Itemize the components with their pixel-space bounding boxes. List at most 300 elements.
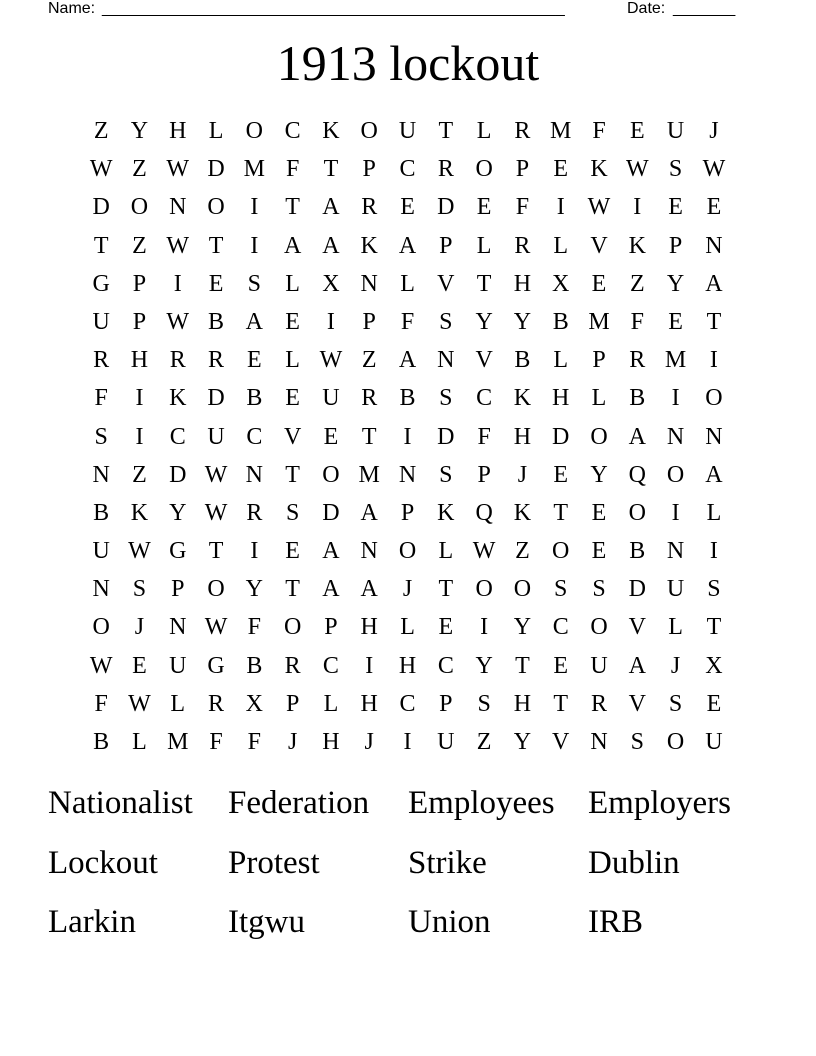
grid-letter: R [591,690,608,717]
grid-letter: T [706,614,722,641]
grid-letter: H [552,385,570,412]
grid-letter: O [398,538,417,565]
grid-letter: C [246,423,263,450]
grid-letter: W [702,156,726,183]
grid-letter: A [360,499,378,526]
grid-letter: S [247,270,262,297]
puzzle-title: 1913 lockout [276,35,540,91]
grid-letter: T [706,308,722,335]
grid-letter: M [358,461,380,488]
grid-letter: E [668,194,683,221]
grid-letter: B [208,308,225,335]
grid-letter: O [322,461,340,488]
grid-letter: Y [513,729,532,755]
grid-letter: L [400,270,415,297]
grid-letter: S [707,576,721,603]
grid-letter: H [513,690,532,717]
grid-letter: R [437,156,454,183]
word-list-item: Federation [228,785,370,821]
grid-letter: K [360,232,378,259]
grid-letter: Y [169,499,187,526]
grid-letter: D [92,194,110,221]
grid-letter: T [208,538,224,565]
grid-letter: T [553,690,569,717]
grid-letter: U [169,652,187,679]
grid-letter: T [361,423,377,450]
date-blank-line: _______ [673,0,736,17]
grid-letter: O [475,156,493,183]
grid-letter: F [630,308,644,335]
grid-letter: W [319,347,343,374]
grid-letter: K [437,499,455,526]
grid-letter: O [92,614,110,641]
word-list-item: Strike [408,844,487,881]
grid-letter: I [480,614,489,641]
grid-letter: O [552,538,570,565]
grid-letter: B [552,308,569,335]
grid-letter: L [668,614,683,641]
word-list-item: Nationalist [48,785,193,821]
grid-letter: T [285,576,300,603]
grid-letter: J [402,576,413,603]
grid-letter: K [513,385,532,412]
grid-letter: R [284,652,301,679]
grid-letter: P [439,690,453,717]
grid-letter: F [285,156,300,183]
grid-letter: A [360,576,378,603]
grid-letter: K [130,499,149,526]
letter-grid [82,112,733,761]
word-list-item: Larkin [48,904,136,940]
grid-letter: P [439,232,453,259]
grid-letter: O [705,385,723,412]
grid-letter: B [93,729,110,755]
grid-letter: E [591,538,607,565]
grid-letter: Q [475,499,493,526]
grid-letter: W [166,308,190,335]
word-list [48,782,768,961]
grid-letter: E [132,652,147,679]
grid-letter: P [132,270,147,297]
grid-letter: O [590,614,608,641]
grid-letter: L [208,118,224,144]
grid-letter: H [169,118,187,144]
grid-letter: F [515,194,530,221]
name-blank-line: ____________________________________________________ [102,0,565,17]
grid-letter: L [323,690,339,717]
grid-letter: P [515,156,530,183]
grid-letter: P [362,156,376,183]
grid-letter: V [475,347,493,374]
grid-letter: U [666,118,685,144]
grid-letter: L [476,118,492,144]
word-list-item: Dublin [588,844,680,881]
worksheet-header [48,0,748,20]
word-list-item: Protest [228,844,320,881]
grid-letter: K [513,499,532,526]
grid-letter: P [362,308,376,335]
grid-letter: K [590,156,608,183]
grid-letter: T [438,576,454,603]
grid-letter: Z [132,461,147,488]
grid-letter: S [439,308,453,335]
grid-letter: C [322,652,339,679]
grid-letter: L [285,270,300,297]
grid-letter: U [207,423,225,450]
grid-letter: Y [513,614,532,641]
grid-letter: T [285,194,300,221]
grid-letter: Y [130,118,149,144]
grid-letter: X [552,270,570,297]
grid-letter: E [629,118,645,144]
grid-letter: A [322,232,340,259]
grid-letter: R [629,347,646,374]
grid-letter: Y [245,576,263,603]
grid-letter: I [709,538,718,565]
grid-letter: O [513,576,532,603]
grid-letter: N [705,232,723,259]
grid-letter: C [476,385,493,412]
grid-letter: L [170,690,186,717]
grid-letter: H [322,729,340,755]
grid-letter: T [476,270,492,297]
grid-letter: J [670,652,681,679]
grid-letter: B [629,538,646,565]
grid-letter: L [706,499,722,526]
grid-letter: F [477,423,491,450]
grid-letter: E [706,690,722,717]
grid-letter: I [250,232,259,259]
grid-letter: D [437,194,455,221]
grid-letter: G [169,538,187,565]
grid-letter: W [204,499,228,526]
grid-letter: W [625,156,649,183]
grid-letter: Y [666,270,685,297]
grid-letter: H [360,614,378,641]
grid-letter: I [633,194,642,221]
grid-letter: U [322,385,340,412]
grid-letter: G [207,652,225,679]
grid-letter: V [283,423,302,450]
grid-letter: I [671,385,680,412]
grid-letter: N [360,538,378,565]
grid-letter: A [245,308,263,335]
grid-letter: R [93,347,110,374]
grid-letter: V [628,690,646,717]
grid-letter: U [398,118,417,144]
grid-letter: O [130,194,149,221]
grid-letter: E [553,461,569,488]
grid-letter: F [247,729,262,755]
grid-letter: S [439,461,453,488]
grid-letter: F [247,614,262,641]
grid-letter: N [437,347,455,374]
grid-letter: I [403,423,412,450]
grid-letter: R [361,385,378,412]
grid-letter: O [666,729,685,755]
grid-letter: E [591,270,607,297]
word-list-item: Union [408,904,491,940]
grid-letter: K [628,232,646,259]
grid-letter: N [705,423,723,450]
grid-letter: Y [590,461,608,488]
grid-letter: E [323,423,339,450]
grid-letter: T [285,461,300,488]
grid-letter: W [166,156,190,183]
grid-letter: M [243,156,265,183]
grid-letter: Y [475,652,493,679]
grid-letter: N [360,270,378,297]
grid-letter: W [204,461,228,488]
grid-letter: N [666,538,685,565]
grid-letter: J [364,729,374,755]
grid-letter: R [361,194,378,221]
grid-letter: U [437,729,455,755]
grid-letter: S [94,423,108,450]
grid-letter: B [629,385,646,412]
grid-letter: S [668,156,683,183]
grid-letter: F [209,729,223,755]
word-list-item: Employers [588,785,731,821]
grid-letter: L [285,347,300,374]
grid-letter: L [553,232,569,259]
grid-letter: Z [132,232,147,259]
grid-letter: C [437,652,454,679]
grid-letter: V [628,614,646,641]
grid-letter: W [89,652,113,679]
grid-letter: O [283,614,302,641]
grid-letter: E [285,385,300,412]
grid-letter: P [285,690,300,717]
grid-letter: A [322,538,340,565]
grid-letter: K [322,118,340,144]
grid-letter: H [513,423,532,450]
grid-letter: D [552,423,570,450]
grid-letter: V [552,729,570,755]
grid-letter: E [476,194,492,221]
word-list-item: IRB [588,904,644,940]
grid-letter: E [285,308,300,335]
grid-letter: R [208,690,225,717]
grid-letter: T [323,156,339,183]
grid-letter: Z [629,270,645,297]
grid-letter: B [93,499,110,526]
grid-letter: L [591,385,607,412]
grid-letter: N [169,194,187,221]
grid-letter: C [169,423,186,450]
grid-letter: S [592,576,606,603]
grid-letter: E [208,270,224,297]
grid-letter: A [705,270,723,297]
grid-letter: D [169,461,187,488]
grid-letter: C [552,614,569,641]
grid-letter: W [128,690,151,717]
grid-letter: W [166,232,190,259]
grid-letter: R [208,347,225,374]
grid-letter: I [326,308,335,335]
grid-letter: A [283,232,302,259]
grid-letter: P [477,461,491,488]
grid-letter: A [322,194,340,221]
grid-letter: U [590,652,608,679]
grid-letter: R [246,499,263,526]
grid-letter: I [365,652,374,679]
grid-letter: A [398,232,417,259]
grid-letter: P [171,576,185,603]
grid-letter: G [92,270,110,297]
grid-letter: Z [132,156,147,183]
grid-letter: T [438,118,454,144]
grid-letter: O [207,576,225,603]
grid-letter: T [208,232,224,259]
grid-letter: O [475,576,493,603]
grid-letter: U [92,538,110,565]
grid-letter: D [628,576,646,603]
grid-letter: E [438,614,454,641]
grid-letter: N [666,423,685,450]
grid-letter: Y [475,308,493,335]
grid-letter: F [592,118,606,144]
grid-letter: B [246,652,263,679]
grid-letter: J [709,118,719,144]
word-list-item: Lockout [48,844,158,881]
name-label: Name: [48,0,96,17]
grid-letter: I [709,347,718,374]
grid-letter: V [590,232,608,259]
grid-letter: L [476,232,492,259]
grid-letter: N [92,576,110,603]
grid-letter: F [94,690,108,717]
grid-letter: L [132,729,147,755]
grid-letter: I [556,194,565,221]
grid-letter: D [322,499,340,526]
grid-letter: N [169,614,187,641]
grid-letter: F [94,385,108,412]
grid-letter: O [360,118,378,144]
grid-letter: I [250,538,259,565]
grid-letter: H [130,347,149,374]
grid-letter: I [403,729,412,755]
grid-letter: W [204,614,228,641]
grid-letter: A [398,347,417,374]
grid-letter: S [668,690,683,717]
grid-letter: P [592,347,606,374]
grid-letter: H [360,690,378,717]
grid-letter: C [284,118,301,144]
date-label: Date: [627,0,666,17]
grid-letter: N [245,461,263,488]
grid-letter: T [553,499,569,526]
grid-letter: C [399,690,416,717]
grid-letter: L [553,347,569,374]
grid-letter: P [132,308,147,335]
grid-letter: O [628,499,646,526]
grid-letter: W [472,538,496,565]
grid-letter: Z [93,118,109,144]
grid-letter: Y [513,308,532,335]
grid-letter: U [666,576,685,603]
grid-letter: D [207,156,225,183]
grid-letter: K [169,385,187,412]
grid-letter: U [705,729,723,755]
word-list-item: Employees [408,785,555,821]
grid-letter: E [247,347,262,374]
grid-letter: B [399,385,416,412]
grid-letter: D [207,385,225,412]
grid-letter: X [705,652,723,679]
grid-letter: J [134,614,145,641]
grid-letter: R [514,232,531,259]
grid-letter: E [400,194,415,221]
grid-letter: X [245,690,263,717]
grid-letter: W [587,194,611,221]
grid-letter: P [324,614,338,641]
grid-letter: M [550,118,572,144]
grid-letter: I [671,499,680,526]
grid-letter: S [285,499,300,526]
grid-letter: N [398,461,417,488]
grid-letter: E [553,156,569,183]
grid-letter: J [517,461,528,488]
grid-letter: R [514,118,531,144]
grid-letter: A [322,576,340,603]
grid-letter: B [246,385,263,412]
grid-letter: Z [515,538,530,565]
grid-letter: S [477,690,491,717]
grid-letter: Z [361,347,377,374]
grid-letter: O [207,194,225,221]
grid-letter: M [664,347,687,374]
grid-letter: I [135,423,144,450]
grid-letter: A [705,461,723,488]
grid-letter: I [135,385,144,412]
grid-letter: B [514,347,531,374]
grid-letter: Q [628,461,646,488]
grid-letter: E [706,194,722,221]
grid-letter: L [400,614,415,641]
grid-letter: W [89,156,113,183]
grid-letter: W [128,538,151,565]
word-list-item: Itgwu [228,904,305,940]
grid-letter: N [590,729,608,755]
grid-letter: H [513,270,532,297]
grid-letter: V [437,270,455,297]
grid-letter: T [93,232,109,259]
grid-letter: S [439,385,453,412]
grid-letter: E [591,499,607,526]
grid-letter: L [438,538,454,565]
grid-letter: M [167,729,189,755]
grid-letter: A [628,652,646,679]
grid-letter: J [287,729,298,755]
grid-letter: P [400,499,415,526]
grid-letter: E [285,538,300,565]
grid-letter: I [173,270,182,297]
grid-letter: U [92,308,110,335]
grid-letter: S [132,576,147,603]
grid-letter: S [630,729,644,755]
grid-letter: N [92,461,110,488]
grid-letter: S [554,576,568,603]
grid-letter: O [666,461,685,488]
grid-letter: D [437,423,455,450]
grid-letter: I [250,194,259,221]
grid-letter: Z [476,729,492,755]
grid-letter: O [590,423,608,450]
grid-letter: A [628,423,646,450]
grid-letter: M [588,308,610,335]
grid-letter: H [398,652,417,679]
